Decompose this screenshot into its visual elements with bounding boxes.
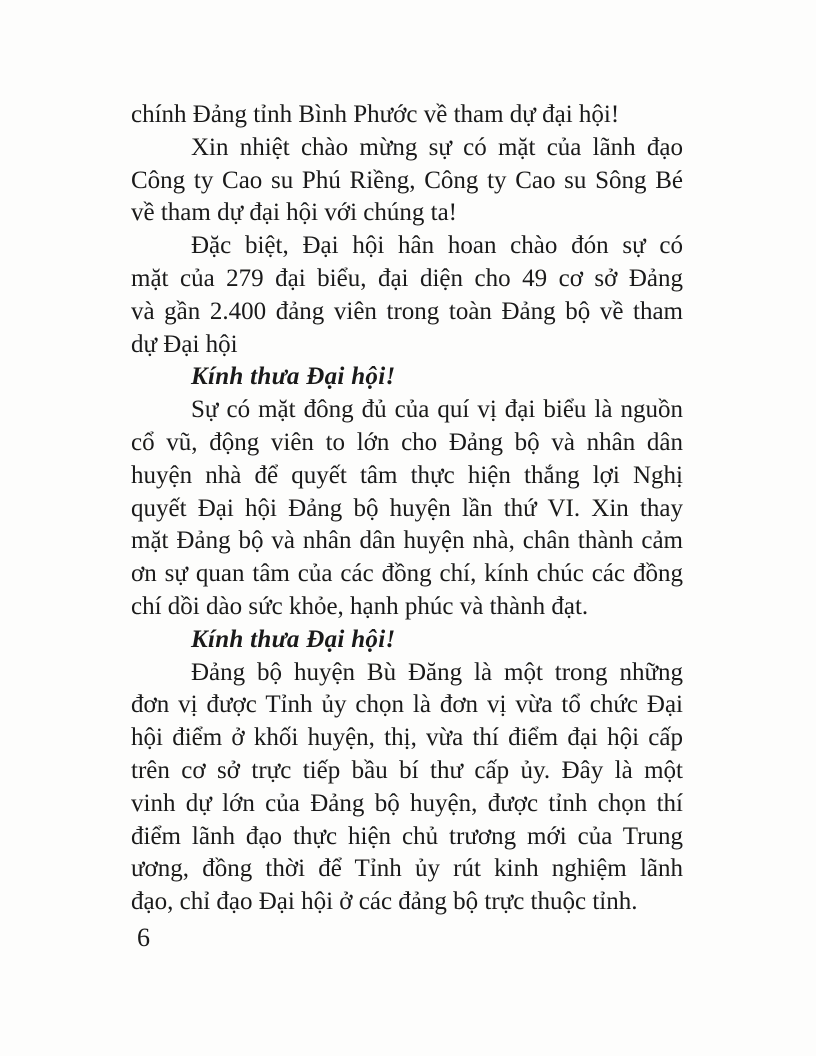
text-line: hội điểm ở khối huyện, thị, vừa thí điểm đại hội cấp	[131, 724, 683, 752]
salutation-heading: Kính thưa Đại hội!	[191, 363, 396, 391]
text-line: Công ty Cao su Phú Riềng, Công ty Cao su Sông Bé	[131, 166, 683, 194]
salutation-heading: Kính thưa Đại hội!	[191, 625, 396, 653]
text-line: quyết Đại hội Đảng bộ huyện lần thứ VI. Xin thay	[131, 494, 683, 522]
text-line: trên cơ sở trực tiếp bầu bí thư cấp ủy. Đây là một	[131, 756, 683, 784]
text-line: Đặc biệt, Đại hội hân hoan chào đón sự có	[191, 232, 683, 260]
text-line: Đảng bộ huyện Bù Đăng là một trong những	[191, 658, 683, 686]
text-line: điểm lãnh đạo thực hiện chủ trương mới của Trung	[131, 822, 683, 850]
text-line: mặt của 279 đại biểu, đại diện cho 49 cơ sở Đảng	[131, 264, 683, 292]
text-line: cổ vũ, động viên to lớn cho Đảng bộ và nhân dân	[131, 428, 683, 456]
text-line: đơn vị được Tỉnh ủy chọn là đơn vị vừa tổ chức Đại	[131, 691, 683, 719]
text-line: ương, đồng thời để Tỉnh ủy rút kinh nghiệm lãnh	[131, 855, 683, 883]
text-line: huyện nhà để quyết tâm thực hiện thắng lợi Nghị	[131, 461, 683, 489]
text-line: và gần 2.400 đảng viên trong toàn Đảng bộ về tham	[131, 297, 683, 325]
text-block	[131, 99, 683, 919]
text-line: Xin nhiệt chào mừng sự có mặt của lãnh đạo	[191, 133, 683, 161]
page-number: 6	[137, 923, 150, 952]
text-line: mặt Đảng bộ và nhân dân huyện nhà, chân thành cảm	[131, 527, 683, 555]
text-line: chính Đảng tỉnh Bình Phước về tham dự đại hội!	[131, 101, 620, 128]
text-line: ơn sự quan tâm của các đồng chí, kính chúc các đồng	[131, 560, 683, 588]
text-line: chí dồi dào sức khỏe, hạnh phúc và thành đạt.	[131, 592, 589, 620]
text-line: dự Đại hội	[131, 330, 238, 358]
text-line: về tham dự đại hội với chúng ta!	[131, 199, 458, 227]
text-line: đạo, chỉ đạo Đại hội ở các đảng bộ trực thuộc tỉnh.	[131, 888, 638, 916]
text-line: vinh dự lớn của Đảng bộ huyện, được tỉnh chọn thí	[131, 789, 683, 817]
text-line: Sự có mặt đông đủ của quí vị đại biểu là nguồn	[191, 396, 683, 424]
